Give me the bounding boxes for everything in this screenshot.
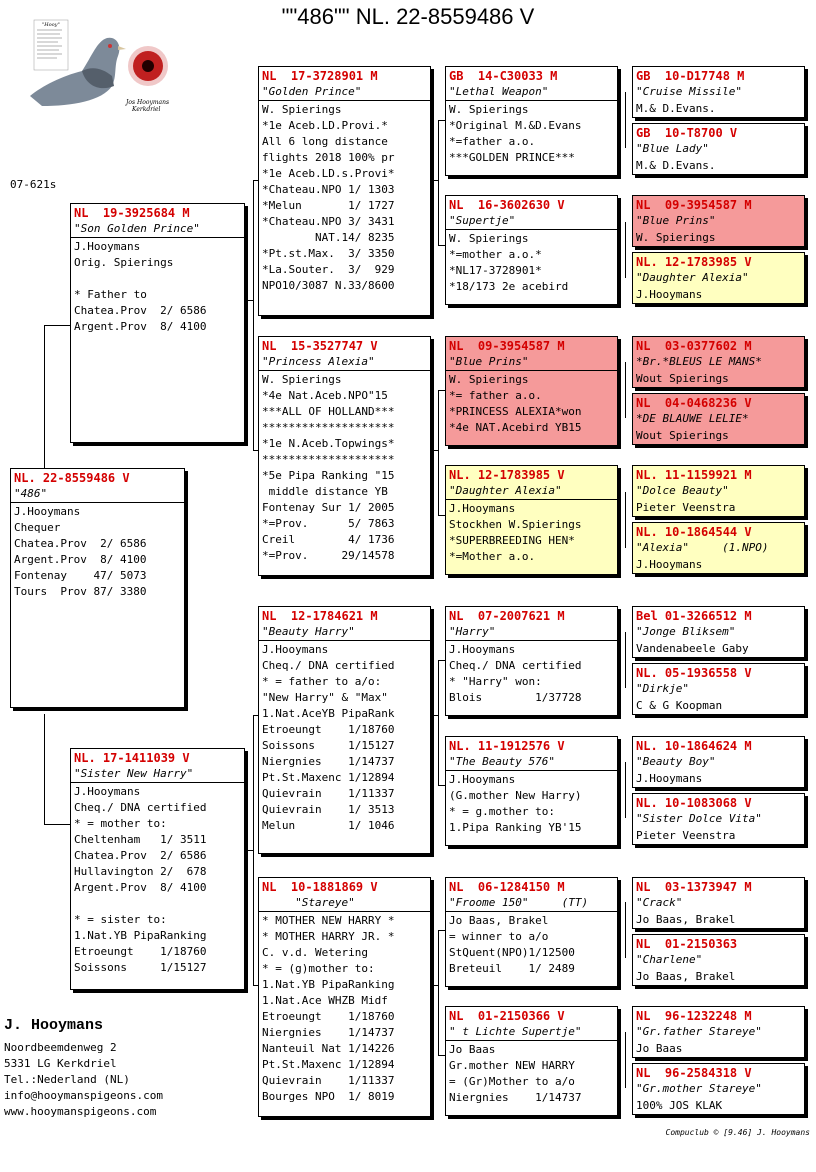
ring-number: NL. 12-1783985 V — [449, 468, 565, 482]
pigeon-name: "Alexia" (1.NPO) — [636, 541, 769, 554]
dam-card[interactable] — [70, 748, 245, 990]
gg-grandparent-card[interactable] — [632, 522, 805, 574]
ring-number: NL 15-3527747 V — [262, 339, 378, 353]
pigeon-details: Wout Spierings — [636, 429, 729, 442]
owner-phone: Tel.:Nederland (NL) — [4, 1073, 130, 1086]
great-grandparent-card[interactable] — [445, 736, 618, 846]
ring-number: NL 01-2150366 V — [449, 1009, 565, 1023]
pigeon-name: "Blue Lady" — [636, 142, 709, 155]
granddam-maternal-card[interactable] — [258, 877, 431, 1117]
ring-number: NL. 05-1936558 V — [636, 666, 752, 680]
pigeon-details: Vandenabeele Gaby — [636, 642, 749, 655]
gg-grandparent-card[interactable] — [632, 336, 805, 388]
pigeon-details: J.Hooymans Cheq./ DNA certified * "Harry" won: Blois 1/37728 — [449, 643, 582, 704]
gg-grandparent-card[interactable] — [632, 606, 805, 658]
pigeon-details: J.Hooymans Orig. Spierings * Father to Chatea.Prov 2/ 6586 Argent.Prov 8/ 4100 — [74, 240, 207, 333]
great-grandparent-card[interactable] — [445, 1006, 618, 1116]
gg-grandparent-card[interactable] — [632, 877, 805, 929]
owner-email[interactable]: info@hooymanspigeons.com — [4, 1089, 163, 1102]
pigeon-name: "Crack" — [636, 896, 683, 909]
pigeon-name: "Blue Prins" — [446, 354, 617, 371]
ring-number: NL. 17-1411039 V — [74, 751, 190, 765]
pigeon-name: "Blue Prins" — [636, 214, 716, 227]
page-title: ""486"" NL. 22-8559486 V — [281, 4, 535, 29]
gg-grandparent-card[interactable] — [632, 393, 805, 445]
owner-block — [4, 1018, 163, 1120]
pigeon-name: "Froome 150" (TT) — [446, 895, 617, 912]
pigeon-details: Jo Baas — [636, 1042, 683, 1055]
ring-number: NL. 10-1864544 V — [636, 525, 752, 539]
ring-number: NL. 10-1083068 V — [636, 796, 752, 810]
ring-number: NL 06-1284150 M — [449, 880, 565, 894]
ring-number: NL 16-3602630 V — [449, 198, 565, 212]
pigeon-details: J.Hooymans — [636, 558, 703, 571]
ring-number: Bel 01-3266512 M — [636, 609, 752, 623]
ring-number: NL 03-0377602 M — [636, 339, 752, 353]
pigeon-details: 100% JOS KLAK — [636, 1099, 723, 1112]
pigeon-name: "Dirkje" — [636, 682, 689, 695]
ring-number: NL 04-0468236 V — [636, 396, 752, 410]
great-grandparent-card[interactable] — [445, 606, 618, 716]
pigeon-name: "Golden Prince" — [259, 84, 430, 101]
gg-grandparent-card[interactable] — [632, 663, 805, 715]
pigeon-name: "486" — [11, 486, 184, 503]
pigeon-details: Pieter Veenstra — [636, 829, 736, 842]
svg-text:Kerkdriel: Kerkdriel — [132, 106, 161, 113]
pigeon-name: "Son Golden Prince" — [71, 221, 244, 238]
ring-number: NL 07-2007621 M — [449, 609, 565, 623]
pigeon-details: Pieter Veenstra — [636, 501, 736, 514]
ring-number: NL 12-1784621 M — [262, 609, 378, 623]
gg-grandparent-card[interactable] — [632, 465, 805, 517]
pigeon-name: "Supertje" — [446, 213, 617, 230]
pigeon-details: M.& D.Evans. — [636, 102, 716, 115]
owner-address-line: 5331 LG Kerkdriel — [4, 1057, 117, 1070]
pigeon-details: W. Spierings *=mother a.o.* *NL17-3728901* *18/173 2e acebird — [449, 232, 569, 293]
pigeon-name: *DE BLAUWE LELIE* — [636, 412, 749, 425]
ring-number: NL 01-2150363 — [636, 937, 738, 951]
pigeon-name: "Jonge Bliksem" — [636, 625, 736, 638]
pigeon-details: M.& D.Evans. — [636, 159, 716, 172]
ring-number: NL 19-3925684 M — [74, 206, 190, 220]
pigeon-details: Jo Baas, Brakel — [636, 913, 736, 926]
pigeon-details: J.Hooymans (G.mother New Harry) * = g.mother to: 1.Pipa Ranking YB'15 — [449, 773, 582, 834]
ring-number: NL. 11-1912576 V — [449, 739, 565, 753]
pigeon-details: W. Spierings — [636, 231, 716, 244]
pigeon-details: W. Spierings *= father a.o. *PRINCESS ALEXIA*won *4e NAT.Acebird YB15 — [449, 373, 582, 434]
ring-number: NL 17-3728901 M — [262, 69, 378, 83]
great-grandparent-card[interactable] — [445, 465, 618, 575]
pigeon-details: J.Hooymans Cheq./ DNA certified * = mother to: Cheltenham 1/ 3511 Chatea.Prov 2/ 6586 Hullavington 2/ 678 Argent.Prov 8/ 4100 * = sister to: 1.Nat.YB PipaRanking Etroeungt 1/18760 Soissons 1/15127 — [74, 785, 207, 974]
pigeon-name: "Lethal Weapon" — [446, 84, 617, 101]
pigeon-details: Jo Baas, Brakel = winner to a/o StQuent(NPO)1/12500 Breteuil 1/ 2489 — [449, 914, 575, 975]
pigeon-name: "Cruise Missile" — [636, 85, 742, 98]
ring-number: GB 14-C30033 M — [449, 69, 558, 83]
gg-grandparent-card[interactable] — [632, 1063, 805, 1115]
great-grandparent-card[interactable] — [445, 877, 618, 987]
ring-number: GB 10-D17748 M — [636, 69, 745, 83]
ring-number: NL. 12-1783985 V — [636, 255, 752, 269]
pigeon-name: "Sister New Harry" — [71, 766, 244, 783]
gg-grandparent-card[interactable] — [632, 252, 805, 304]
pigeon-details: Wout Spierings — [636, 372, 729, 385]
pigeon-name: *Br.*BLEUS LE MANS* — [636, 355, 762, 368]
owner-website[interactable]: www.hooymanspigeons.com — [4, 1105, 157, 1118]
pigeon-name: "Dolce Beauty" — [636, 484, 729, 497]
gg-grandparent-card[interactable] — [632, 123, 805, 175]
pigeon-name: "Harry" — [446, 624, 617, 641]
ring-number: NL. 11-1159921 M — [636, 468, 752, 482]
pigeon-details: C & G Koopman — [636, 699, 723, 712]
pigeon-details: W. Spierings *Original M.&D.Evans *=father a.o. ***GOLDEN PRINCE*** — [449, 103, 582, 164]
great-grandparent-card[interactable] — [445, 336, 618, 446]
ring-number: NL 96-2584318 V — [636, 1066, 752, 1080]
subject-pigeon-card[interactable] — [10, 468, 185, 708]
owner-name: J. Hooymans — [4, 1017, 104, 1034]
pigeon-name: "Gr.mother Stareye" — [636, 1082, 762, 1095]
pigeon-name: "Beauty Harry" — [259, 624, 430, 641]
ring-number: NL 03-1373947 M — [636, 880, 752, 894]
pigeon-name: "Charlene" — [636, 953, 703, 966]
pigeon-details: Jo Baas, Brakel — [636, 970, 736, 983]
owner-address-line: Noordbeemdenweg 2 — [4, 1041, 117, 1054]
pigeon-logo-icon — [22, 16, 172, 116]
ring-number: NL. 22-8559486 V — [14, 471, 130, 485]
pigeon-name: "Beauty Boy" — [636, 755, 716, 768]
ring-number: GB 10-T8700 V — [636, 126, 738, 140]
pigeon-name: "Daughter Alexia" — [636, 271, 749, 284]
pigeon-name: "Princess Alexia" — [259, 354, 430, 371]
pigeon-details: Jo Baas Gr.mother NEW HARRY = (Gr)Mother to a/o Niergnies 1/14737 — [449, 1043, 582, 1104]
pigeon-name: " t Lichte Supertje" — [446, 1024, 617, 1041]
grandsire-paternal-card[interactable] — [258, 66, 431, 316]
ring-number: NL 09-3954587 M — [636, 198, 752, 212]
pigeon-name: "The Beauty 576" — [446, 754, 617, 771]
pigeon-name: "Sister Dolce Vita" — [636, 812, 762, 825]
gg-grandparent-card[interactable] — [632, 934, 805, 986]
gg-grandparent-card[interactable] — [632, 1006, 805, 1058]
pigeon-name: "Stareye" — [259, 895, 430, 912]
pigeon-name: "Daughter Alexia" — [446, 483, 617, 500]
pigeon-details: J.Hooymans Cheq./ DNA certified * = father to a/o: "New Harry" & "Max" 1.Nat.AceYB PipaRank Etroeungt 1/18760 Soissons 1/15127 Niergnies 1/14737 Pt.St.Maxenc 1/12894 Quievrain 1/11337 Quievrain 1/ 3513 Melun 1/ 1046 — [262, 643, 395, 832]
pigeon-details: J.Hooymans — [636, 288, 703, 301]
pedigree-code: 07-621s — [10, 178, 57, 191]
svg-text:Jos Hooymans: Jos Hooymans — [126, 99, 170, 106]
pigeon-details: J.Hooymans — [636, 772, 703, 785]
ring-number: NL 96-1232248 M — [636, 1009, 752, 1023]
great-grandparent-card[interactable] — [445, 195, 618, 305]
svg-text:"Hooy": "Hooy" — [42, 22, 60, 28]
ring-number: NL. 10-1864624 M — [636, 739, 752, 753]
granddam-paternal-card[interactable] — [258, 336, 431, 576]
pigeon-details: * MOTHER NEW HARRY * * MOTHER HARRY JR. * C. v.d. Wetering * = (g)mother to: 1.Nat.YB PipaRanking 1.Nat.Ace WHZB Midf Etroeungt 1/18760 Niergnies 1/14737 Nanteuil Nat 1/14226 Pt.St.Maxenc 1/12894 Quievrain 1/11337 Bourges NPO 1/ 8019 — [262, 914, 395, 1103]
gg-grandparent-card[interactable] — [632, 66, 805, 118]
gg-grandparent-card[interactable] — [632, 793, 805, 845]
pigeon-details: W. Spierings *1e Aceb.LD.Provi.* All 6 long distance flights 2018 100% pr *1e Aceb.LD.s.Provi* *Chateau.NPO 1/ 1303 *Melun 1/ 1727 *Chateau.NPO 3/ 3431 NAT.14/ 8235 *Pt.st.Max. 3/ 3350 *La.Souter. 3/ 929 NPO10/3087 N.33/8600 — [262, 103, 395, 292]
ring-number: NL 10-1881869 V — [262, 880, 378, 894]
footer-credit: Compuclub © [9.46] J. Hooymans — [665, 1128, 810, 1137]
gg-grandparent-card[interactable] — [632, 195, 805, 247]
pigeon-name: "Gr.father Stareye" — [636, 1025, 762, 1038]
grandsire-maternal-card[interactable] — [258, 606, 431, 854]
ring-number: NL 09-3954587 M — [449, 339, 565, 353]
sire-card[interactable] — [70, 203, 245, 443]
great-grandparent-card[interactable] — [445, 66, 618, 176]
pigeon-details: J.Hooymans Chequer Chatea.Prov 2/ 6586 Argent.Prov 8/ 4100 Fontenay 47/ 5073 Tours Prov 87/ 3380 — [14, 505, 147, 598]
pigeon-details: W. Spierings *4e Nat.Aceb.NPO"15 ***ALL OF HOLLAND*** ******************** *1e N.Aceb.Topwings* ******************** *5e Pipa Ranking "15 middle distance YB Fontenay Sur 1/ 2005 *=Prov. 5/ 7863 Creil 4/ 1736 *=Prov. 29/14578 — [262, 373, 395, 562]
pigeon-details: J.Hooymans Stockhen W.Spierings *SUPERBREEDING HEN* *=Mother a.o. — [449, 502, 582, 563]
gg-grandparent-card[interactable] — [632, 736, 805, 788]
